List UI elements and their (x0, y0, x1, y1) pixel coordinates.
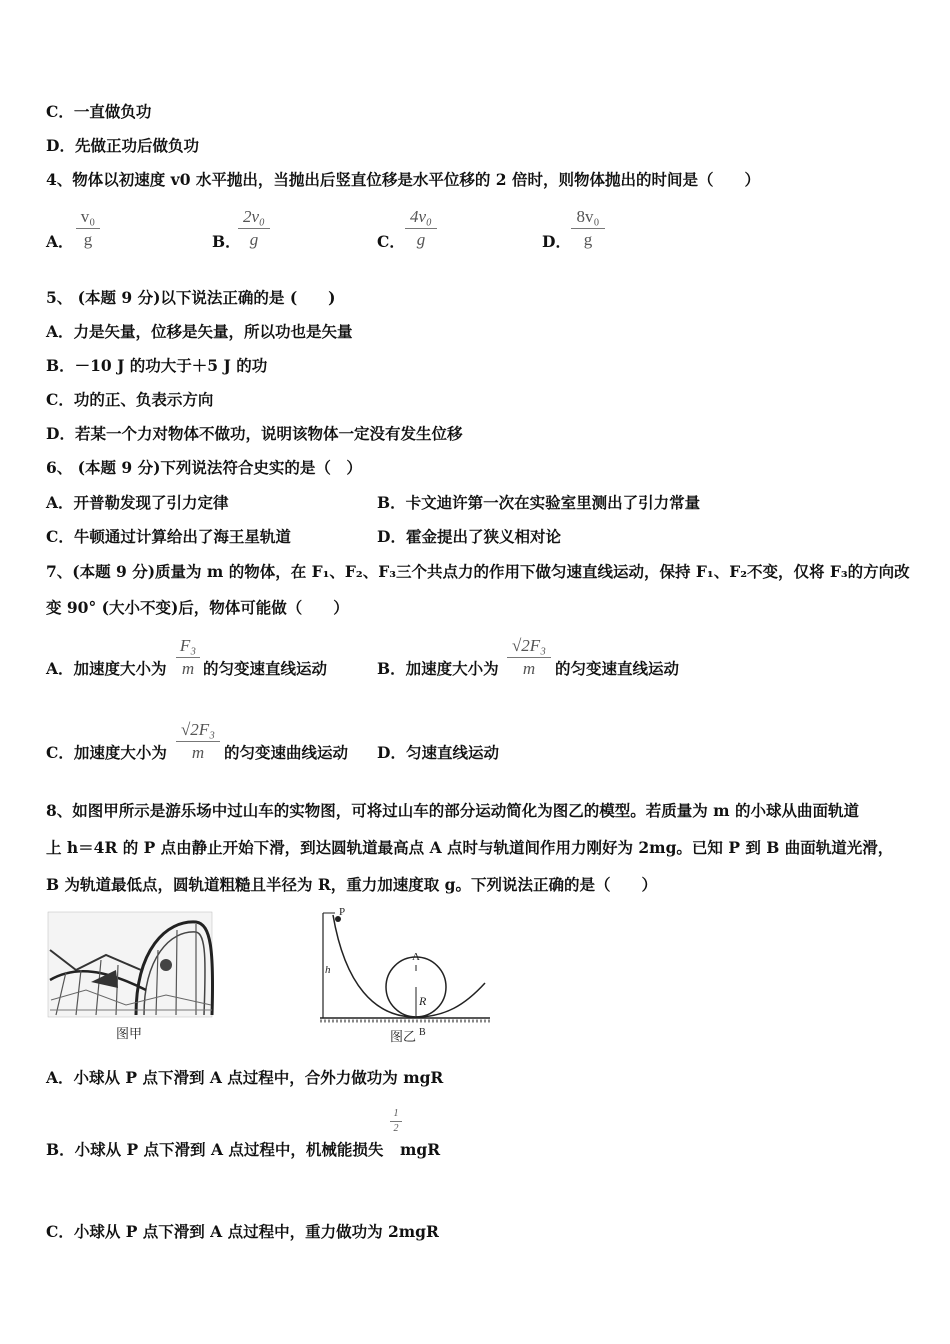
label-h: h (325, 964, 331, 976)
q7-stem-line1: 7、(本题 9 分)质量为 m 的物体，在 F₁、F₂、F₃三个共点力的作用下做匀速直线运动，保持 F₁、F₂不变，仅将 F₃的方向改 (46, 562, 910, 581)
q4-option-c-den: g (416, 230, 426, 249)
q7-option-c-post: 的匀变速曲线运动 (224, 743, 349, 762)
q8-option-b-pre: B．小球从 P 点下滑到 A 点过程中，机械能损失 (46, 1140, 384, 1159)
q7-option-b-den: m (522, 659, 536, 678)
q4-stem: 4、物体以初速度 v0 水平抛出，当抛出后竖直位移是水平位移的 2 倍时，则物体抛出的时间是（ ） (46, 170, 760, 189)
q7-option-d: D．匀速直线运动 (377, 743, 499, 762)
track-model-diagram (315, 905, 495, 1045)
q7-option-b-post: 的匀变速直线运动 (555, 659, 680, 678)
q4-option-b-fraction (238, 207, 270, 250)
q7-option-c-num: √2F₃ (180, 720, 216, 739)
q5-option-a: A．力是矢量，位移是矢量，所以功也是矢量 (46, 322, 353, 341)
q6-option-c: C．牛顿通过计算给出了海王星轨道 (46, 527, 291, 546)
q4-option-a-fraction (76, 207, 100, 250)
q4-option-d-fraction (571, 207, 605, 250)
q7-option-a-post: 的匀变速直线运动 (203, 659, 328, 678)
q3-option-d: D．先做正功后做负功 (46, 136, 199, 155)
q7-option-c-den: m (191, 743, 205, 762)
q7-stem-line2: 变 90° (大小不变)后，物体可能做（ ） (46, 598, 349, 617)
q4-option-c-num: 4v₀ (410, 207, 432, 226)
q3-option-c: C．一直做负功 (46, 102, 152, 121)
q7-option-a-pre: A．加速度大小为 (46, 659, 167, 678)
q5-option-d: D．若某一个力对物体不做功，说明该物体一定没有发生位移 (46, 424, 463, 443)
q8-stem-line1: 8、如图甲所示是游乐场中过山车的实物图，可将过山车的部分运动简化为图乙的模型。若质量为 m 的小球从曲面轨道 (46, 801, 859, 820)
q8-option-b-frac-den: 2 (393, 1123, 399, 1134)
label-r: R (419, 994, 427, 1008)
q7-option-b-fraction (507, 636, 551, 679)
q8-option-b-fraction (390, 1108, 402, 1135)
label-p: P (339, 906, 346, 918)
q4-option-d-label: D． (542, 232, 571, 251)
q7-option-a-den: m (181, 659, 195, 678)
q7-option-c-fraction (176, 720, 220, 763)
q4-option-a-num: v₀ (80, 207, 96, 226)
q4-option-a-label: A． (46, 232, 74, 251)
q6-stem: 6、 (本题 9 分)下列说法符合史实的是（ ） (46, 458, 362, 477)
roller-coaster-photo (46, 910, 216, 1045)
q7-option-a-fraction (176, 636, 200, 679)
q8-stem-line3: B 为轨道最低点，圆轨道粗糙且半径为 R，重力加速度取 g。下列说法正确的是（ ） (46, 875, 658, 894)
label-a: A (412, 951, 420, 963)
q8-option-c: C．小球从 P 点下滑到 A 点过程中，重力做功为 2mgR (46, 1222, 439, 1241)
q4-option-d-num: 8v₀ (576, 207, 600, 226)
figure-a-caption: 图甲 (116, 1026, 143, 1041)
q4-option-c-label: C． (377, 232, 405, 251)
q7-option-b-pre: B．加速度大小为 (377, 659, 499, 678)
q5-option-b: B．－10 J 的功大于＋5 J 的功 (46, 356, 268, 375)
q5-option-c: C．功的正、负表示方向 (46, 390, 214, 409)
q8-stem-line2: 上 h＝4R 的 P 点由静止开始下滑，到达圆轨道最高点 A 点时与轨道间作用力刚好为 2mg。已知 P 到 B 曲面轨道光滑， (46, 838, 894, 857)
q4-option-b-num: 2v₀ (243, 207, 265, 226)
q5-stem: 5、 (本题 9 分)以下说法正确的是 ( ) (46, 288, 336, 307)
q4-option-c-fraction (405, 207, 437, 250)
q4-option-b-den: g (249, 230, 259, 249)
q4-option-a-den: g (83, 230, 93, 249)
figure-b-caption: 图乙 (390, 1029, 417, 1044)
q8-option-b-post: mgR (400, 1140, 441, 1159)
q7-option-c-pre: C．加速度大小为 (46, 743, 167, 762)
q7-option-a-num: F₃ (179, 636, 197, 655)
label-b: B (419, 1027, 426, 1038)
q4-option-b-label: B． (212, 232, 241, 251)
q8-option-b-frac-num: 1 (393, 1108, 399, 1119)
q6-option-a: A．开普勒发现了引力定律 (46, 493, 229, 512)
q4-option-d-den: g (583, 230, 593, 249)
q6-option-d: D．霍金提出了狭义相对论 (377, 527, 561, 546)
q7-option-b-num: √2F₃ (511, 636, 547, 655)
q8-option-a: A．小球从 P 点下滑到 A 点过程中，合外力做功为 mgR (46, 1068, 444, 1087)
q6-option-b: B．卡文迪许第一次在实验室里测出了引力常量 (377, 493, 701, 512)
